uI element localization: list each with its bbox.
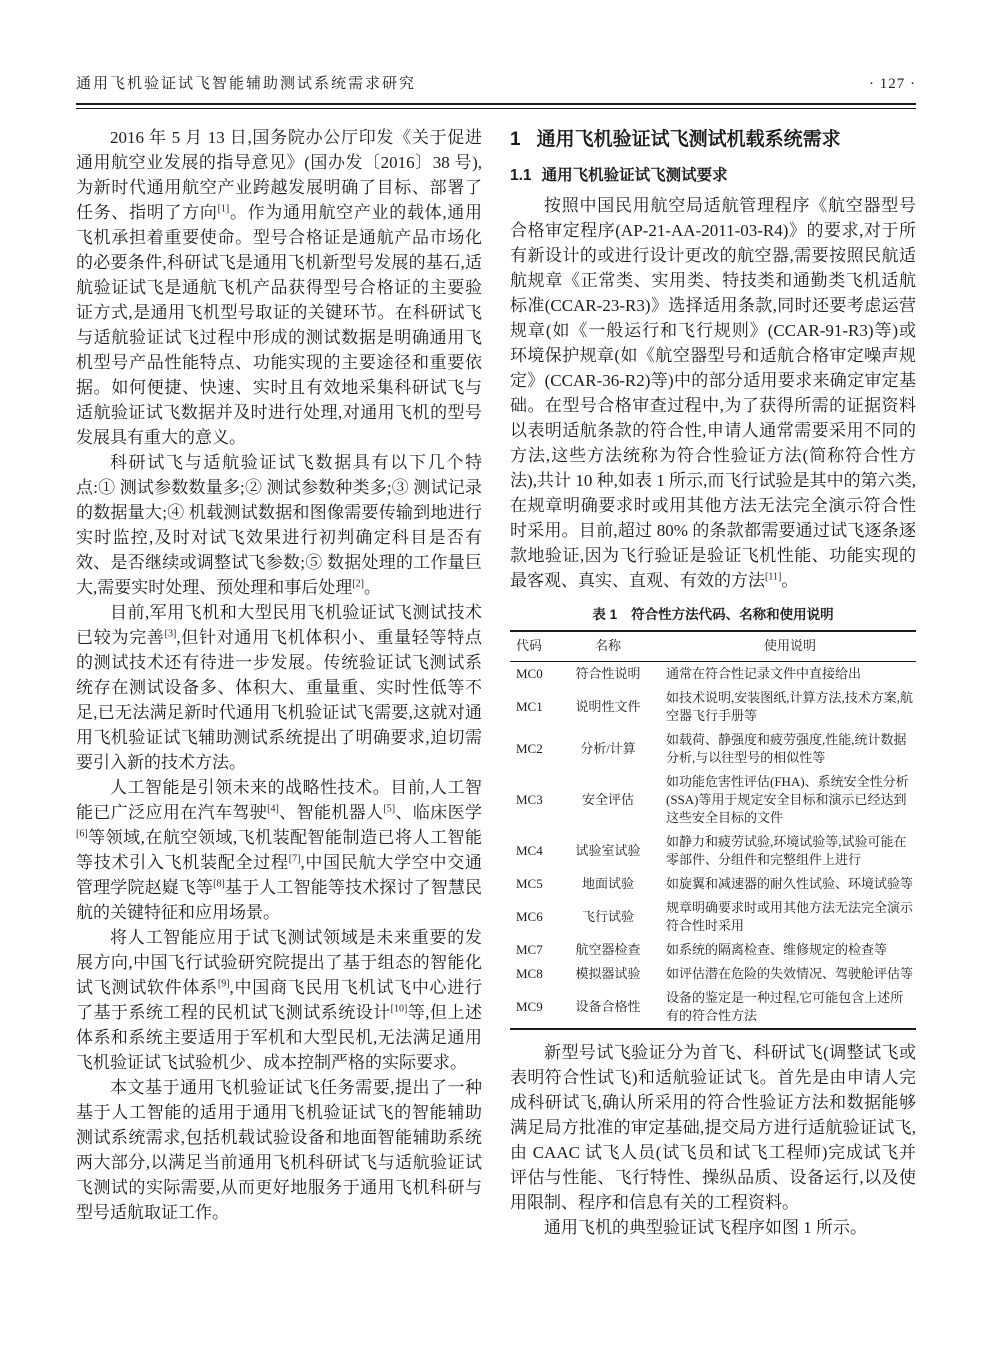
moc-desc: 如载荷、静强度和疲劳强度,性能,统计数据分析,与以往型号的相似性等	[666, 732, 907, 765]
table-row	[510, 938, 916, 962]
moc-desc: 如评估潜在危险的失效情况、驾驶舱评估等	[666, 966, 914, 981]
moc-name: 符合性说明	[575, 666, 641, 681]
paragraph: 通用飞机的典型验证试飞程序如图 1 所示。	[544, 1218, 867, 1237]
paragraph: 2016 年 5 月 13 日,国务院办公厅印发《关于促进通用航空业发展的指导意见》(国办发〔2016〕38 号),为新时代通用航空产业跨越发展明确了目标、部署了任务、指明了方向[1]。作为通用航空产业的载体,通用飞机承担着重要使命。型号合格证是通航产品市场化的必要条件,科研试飞是通用飞机新型号发展的基石,适航验证试飞是通航飞机产品获得型号合格证的主要验证方式,是通用飞机型号取证的关键环节。在科研试飞与适航验证试飞过程中形成的测试数据是明确通用飞机型号产品性能特点、功能实现的主要途径和重要依据。如何便捷、快速、实时且有效地采集科研试飞与适航验证试飞数据并及时进行处理,对通用飞机的型号发展具有重大的意义。	[76, 128, 483, 447]
moc-code: MC4	[516, 843, 543, 858]
paragraph: 本文基于通用飞机验证试飞任务需要,提出了一种基于人工智能的适用于通用飞机验证试飞的智能辅助测试系统需求,包括机载试验设备和地面智能辅助系统两大部分,以满足当前通用飞机科研试飞与适航验证试飞测试的实际需要,从而更好地服务于通用飞机科研与型号适航取证工作。	[76, 1078, 482, 1222]
citation-ref: [11]	[765, 571, 782, 583]
citation-ref: [2]	[352, 578, 364, 590]
running-title: 通用飞机验证试飞智能辅助测试系统需求研究	[76, 76, 417, 92]
paragraph: 新型号试飞验证分为首飞、科研试飞(调整试飞或表明符合性试飞)和适航验证试飞。首先是由申请人完成科研试飞,确认所采用的符合性验证方法和数据能够满足局方批准的审定基础,提交局方进行适航验证试飞,由 CAAC 试飞人员(试飞员和试飞工程师)完成试飞并评估与性能、飞行特性、操纵品质、设备运行,以及使用限制、程序和信息有关的工程资料。	[510, 1043, 916, 1212]
moc-desc: 如旋翼和减速器的耐久性试验、环境试验等	[666, 876, 914, 891]
moc-name: 说明性文件	[575, 699, 641, 714]
moc-name: 安全评估	[581, 792, 634, 807]
paragraph: 按照中国民用航空局适航管理程序《航空器型号合格审定程序(AP-21-AA-2011-03-R4)》的要求,对于所有新设计的或进行设计更改的航空器,需要按照民航适航规章《正常类、实用类、特技类和通勤类飞机适航标准(CCAR-23-R3)》选择适用条款,同时还要考虑运营规章(如《一般运行和飞行规则》(CCAR-91-R3)等)或环境保护规章(如《航空器型号和适航合格审定噪声规定》(CCAR-36-R2)等)中的部分适用要求来确定审定基础。在型号合格审查过程中,为了获得所需的证据资料以表明适航条款的符合性,申请人通常需要采用不同的方法,这些方法统称为符合性验证方法(简称符合性方法),共计 10 种,如表 1 所示,而飞行试验是其中的第六类,在规章明确要求时或用其他方法无法完全演示符合性时采用。目前,超过 80% 的条款都需要通过试飞逐条逐款地验证,因为飞行验证是验证飞机性能、功能实现的最客观、真实、直观、有效的方法[11]。	[510, 196, 916, 590]
citation-ref: [8]	[213, 878, 225, 890]
subsection-number: 1.1	[510, 167, 532, 184]
moc-code: MC0	[516, 666, 543, 681]
table-row	[510, 962, 916, 986]
moc-desc: 如系统的隔离检查、维修规定的检查等	[666, 942, 888, 957]
section-number: 1	[510, 129, 521, 150]
paragraph: 科研试飞与适航验证试飞数据具有以下几个特点:① 测试参数数量多;② 测试参数种类多;③ 测试记录的数据量大;④ 机载测试数据和图像需要传输到地进行实时监控,及时对试飞效果进行初判确定科目是否有效、是否继续或调整试飞参数;⑤ 数据处理的工作量巨大,需要实时处理、预处理和事后处理[2]。	[76, 453, 482, 597]
column-header-name: 名称	[558, 631, 658, 662]
table-caption-title: 符合性方法代码、名称和使用说明	[631, 607, 834, 622]
moc-code: MC3	[516, 792, 543, 807]
citation-ref: [10]	[390, 1003, 408, 1015]
moc-table-body	[510, 662, 916, 1030]
moc-code: MC6	[516, 909, 543, 924]
moc-code: MC2	[516, 741, 543, 756]
moc-name: 模拟器试验	[575, 966, 641, 981]
header-row	[510, 631, 916, 662]
table-row	[510, 728, 916, 770]
column-header-code: 代码	[510, 631, 558, 662]
table-row	[510, 872, 916, 896]
moc-code: MC1	[516, 699, 543, 714]
subsection-heading	[510, 165, 916, 186]
right-column	[510, 125, 916, 1240]
citation-ref: [4]	[267, 803, 279, 815]
moc-desc: 设备的鉴定是一种过程,它可能包含上述所有的符合性方法	[666, 990, 904, 1023]
column-header-usage: 使用说明	[658, 631, 916, 662]
moc-name: 设备合格性	[575, 999, 641, 1014]
moc-code: MC9	[516, 999, 543, 1014]
moc-name: 地面试验	[581, 876, 634, 891]
moc-code: MC7	[516, 942, 543, 957]
table-row	[510, 662, 916, 687]
moc-desc: 规章明确要求时或用其他方法无法完全演示符合性时采用	[666, 900, 914, 933]
section-title: 通用飞机验证试飞测试机载系统需求	[536, 129, 841, 150]
moc-table-header	[510, 631, 916, 662]
page-number: · 127 ·	[869, 76, 916, 92]
moc-name: 分析/计算	[580, 741, 636, 756]
citation-ref: [1]	[217, 203, 230, 215]
moc-table	[510, 630, 916, 1030]
paragraph: 人工智能是引领未来的战略性技术。目前,人工智能已广泛应用在汽车驾驶[4]、智能机器人[5]、临床医学[6]等领域,在航空领域,飞机装配智能制造已将人工智能等技术引入飞机装配全过程[7],中国民航大学空中交通管理学院赵嶷飞等[8]基于人工智能等技术探讨了智慧民航的关键特征和应用场景。	[76, 778, 483, 922]
running-header	[76, 74, 916, 94]
two-column-body	[76, 125, 916, 1240]
table-caption-label: 表 1	[592, 607, 618, 622]
moc-code: MC5	[516, 876, 543, 891]
table-row	[510, 770, 916, 830]
subsection-title: 通用飞机验证试飞测试要求	[541, 167, 728, 184]
left-column	[76, 125, 482, 1240]
moc-name: 试验室试验	[575, 843, 641, 858]
header-double-rule	[76, 103, 916, 109]
moc-name: 飞行试验	[581, 909, 634, 924]
table-row	[510, 830, 916, 872]
table-row	[510, 686, 916, 728]
moc-desc: 如静力和疲劳试验,环境试验等,试验可能在零部件、分组件和完整组件上进行	[666, 834, 907, 867]
section-heading	[510, 127, 916, 153]
moc-name: 航空器检查	[575, 942, 641, 957]
table-row	[510, 896, 916, 938]
paragraph: 目前,军用飞机和大型民用飞机验证试飞测试技术已较为完善[3],但针对通用飞机体积小、重量轻等特点的测试技术还有待进一步发展。传统验证试飞测试系统存在测试设备多、体积大、重量重、实时性低等不足,已无法满足新时代通用飞机验证试飞需要,这就对通用飞机验证试飞辅助测试系统提出了明确要求,迫切需要引入新的技术方法。	[76, 603, 483, 772]
citation-ref: [5]	[383, 803, 396, 815]
table-caption	[510, 603, 916, 623]
moc-desc: 通常在符合性记录文件中直接给出	[666, 666, 862, 681]
table-block	[510, 603, 916, 1030]
moc-desc: 如功能危害性评估(FHA)、系统安全性分析(SSA)等用于规定安全目标和演示已经达到这些安全目标的文件	[666, 774, 909, 825]
paragraph: 将人工智能应用于试飞测试领域是未来重要的发展方向,中国飞行试验研究院提出了基于组态的智能化试飞测试软件体系[9],中国商飞民用飞机试飞中心进行了基于系统工程的民机试飞测试系统设计[10]等,但上述体系和系统主要适用于军机和大型民机,无法满足通用飞机验证试飞试验机少、成本控制严格的实际要求。	[76, 928, 483, 1072]
moc-desc: 如技术说明,安装图纸,计算方法,技术方案,航空器飞行手册等	[666, 690, 914, 723]
citation-ref: [6]	[76, 828, 88, 840]
citation-ref: [7]	[288, 853, 301, 865]
citation-ref: [9]	[217, 978, 230, 990]
table-row	[510, 986, 916, 1029]
moc-code: MC8	[516, 966, 543, 981]
citation-ref: [3]	[164, 628, 177, 640]
